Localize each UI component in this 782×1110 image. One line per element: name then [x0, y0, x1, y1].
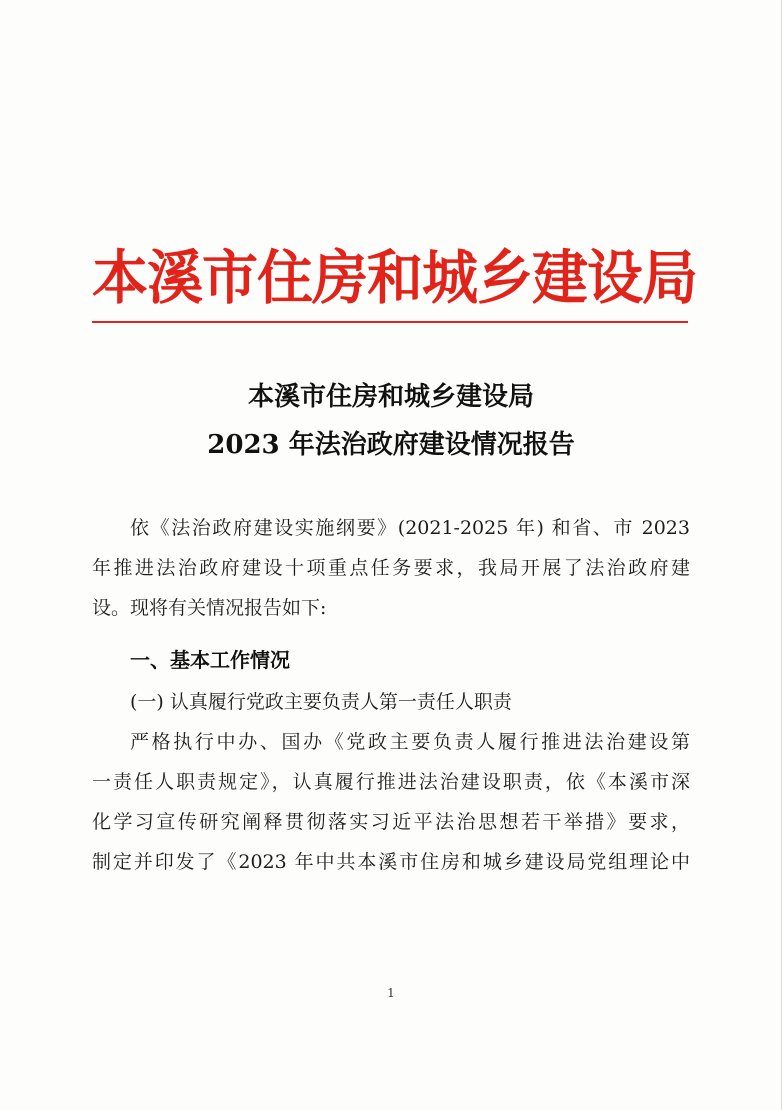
section-line-2: 一责任人职责规定》，认真履行推进法治建设职责，依《本溪市深	[92, 771, 690, 793]
report-title-line-2: 2023 年法治政府建设情况报告	[207, 430, 575, 460]
intro-line-1: 依《法治政府建设实施纲要》(2021-2025 年) 和省、市 2023	[130, 517, 690, 539]
intro-paragraph	[92, 508, 690, 628]
section-heading: 一、基本工作情况	[130, 648, 290, 672]
report-title-line-1: 本溪市住房和城乡建设局	[247, 382, 534, 412]
section-paragraph	[92, 722, 690, 882]
intro-line-2: 年推进法治政府建设十项重点任务要求，我局开展了法治政府建	[92, 557, 690, 579]
section-line-3: 化学习宣传研究阐释贯彻落实习近平法治思想若干举措》要求，	[92, 811, 690, 833]
section-subheading: (一) 认真履行党政主要负责人第一责任人职责	[130, 691, 512, 713]
page-number: 1	[387, 986, 395, 1000]
intro-line-3: 设。现将有关情况报告如下:	[92, 597, 327, 619]
letterhead-title: 本溪市住房和城乡建设局	[92, 243, 697, 313]
section-line-4: 制定并印发了《2023 年中共本溪市住房和城乡建设局党组理论中	[92, 851, 690, 873]
letterhead-red-rule	[92, 321, 688, 323]
section-line-1: 严格执行中办、国办《党政主要负责人履行推进法治建设第	[130, 731, 690, 753]
